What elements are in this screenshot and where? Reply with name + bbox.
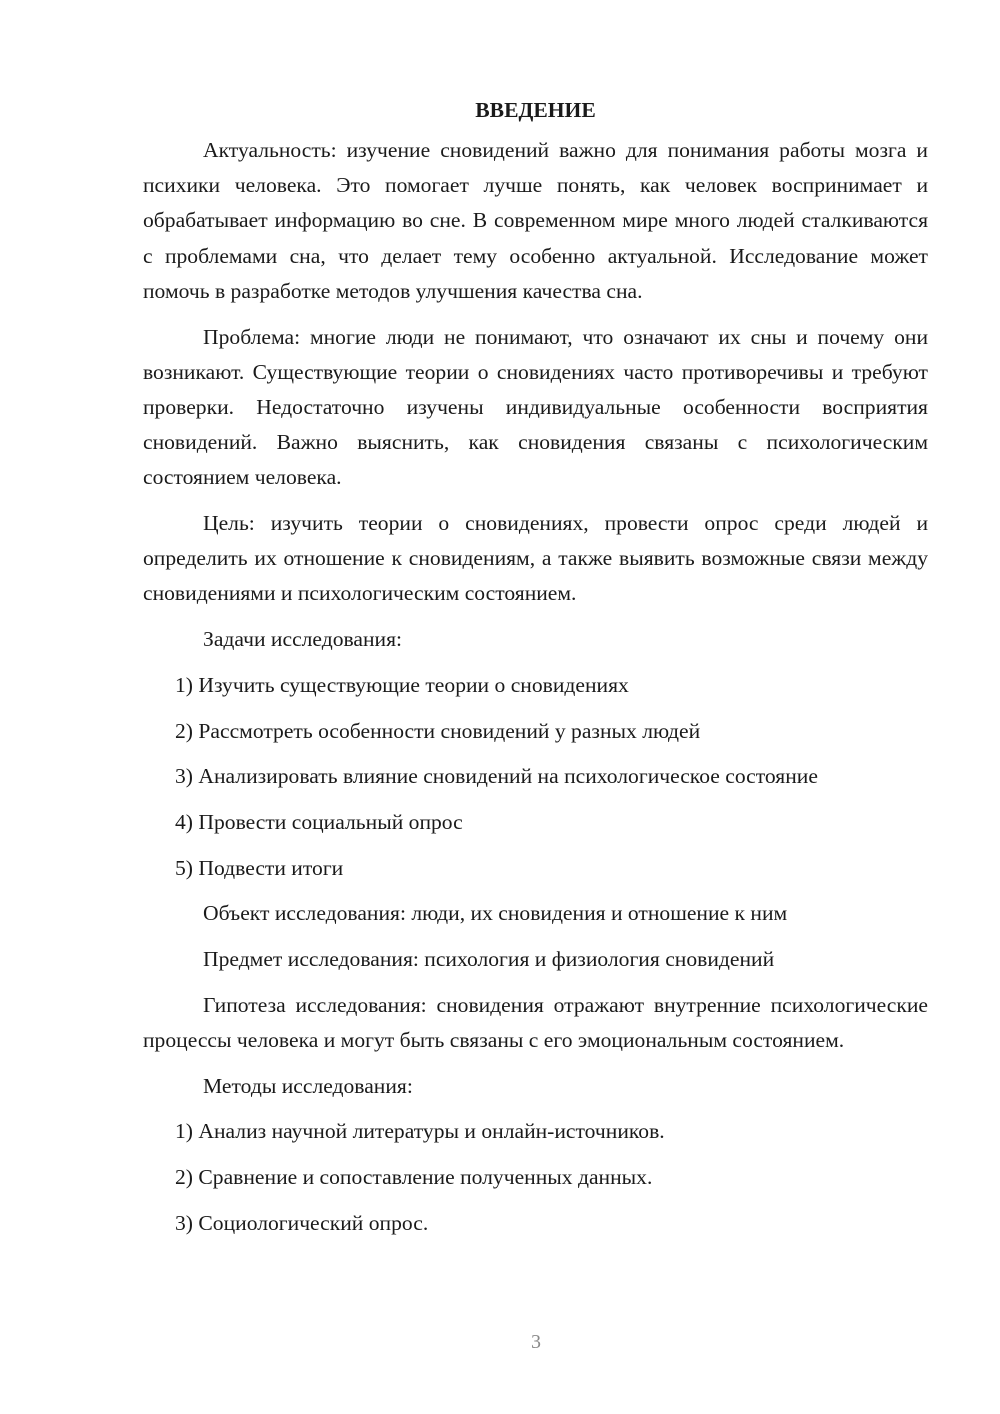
paragraph-hypothesis: Гипотеза исследования: сновидения отражают внутренние психологические процессы человека и могут быть связаны с его эмоциональным состоянием. — [143, 992, 928, 1052]
methods-title: Методы исследования: — [203, 1073, 413, 1098]
paragraph-relevance: Актуальность: изучение сновидений важно для понимания работы мозга и психики человека. Это помогает лучше понять, как человек воспринимает и обрабатывает информацию во сне. В современном мире много людей сталкиваются с проблемами сна, что делает тему особенно актуальной. Исследование может помочь в разработке методов улучшения качества сна. — [143, 138, 928, 303]
task-item: 2) Рассмотреть особенности сновидений у разных людей — [175, 718, 701, 743]
paragraph-object: Объект исследования: люди, их сновидения и отношение к ним — [203, 901, 788, 926]
methods-list — [143, 1114, 928, 1241]
method-item: 2) Сравнение и сопоставление полученных данных. — [175, 1165, 653, 1190]
paragraph-problem: Проблема: многие люди не понимают, что означают их сны и почему они возникают. Существующие теории о сновидениях часто противоречивы и требуют проверки. Недостаточно изучены индивидуальные особенности восприятия сновидений. Важно выяснить, как сновидения связаны с психологическим состоянием человека. — [143, 324, 928, 490]
tasks-list — [143, 668, 928, 886]
page-number: 3 — [531, 1331, 541, 1353]
method-item: 3) Социологический опрос. — [175, 1210, 429, 1235]
method-item: 1) Анализ научной литературы и онлайн-источников. — [175, 1119, 665, 1144]
paragraph-subject: Предмет исследования: психология и физиология сновидений — [203, 947, 775, 972]
page-content — [143, 93, 928, 1251]
task-item: 4) Провести социальный опрос — [175, 809, 463, 834]
section-heading: ВВЕДЕНИЕ — [475, 98, 596, 122]
tasks-title: Задачи исследования: — [203, 627, 403, 652]
task-item: 5) Подвести итоги — [175, 855, 344, 880]
task-item: 1) Изучить существующие теории о сновидениях — [175, 672, 629, 697]
paragraph-goal: Цель: изучить теории о сновидениях, провести опрос среди людей и определить их отношение к сновидениям, а также выявить возможные связи между сновидениями и психологическим состоянием. — [143, 511, 928, 606]
task-item: 3) Анализировать влияние сновидений на психологическое состояние — [175, 764, 818, 789]
